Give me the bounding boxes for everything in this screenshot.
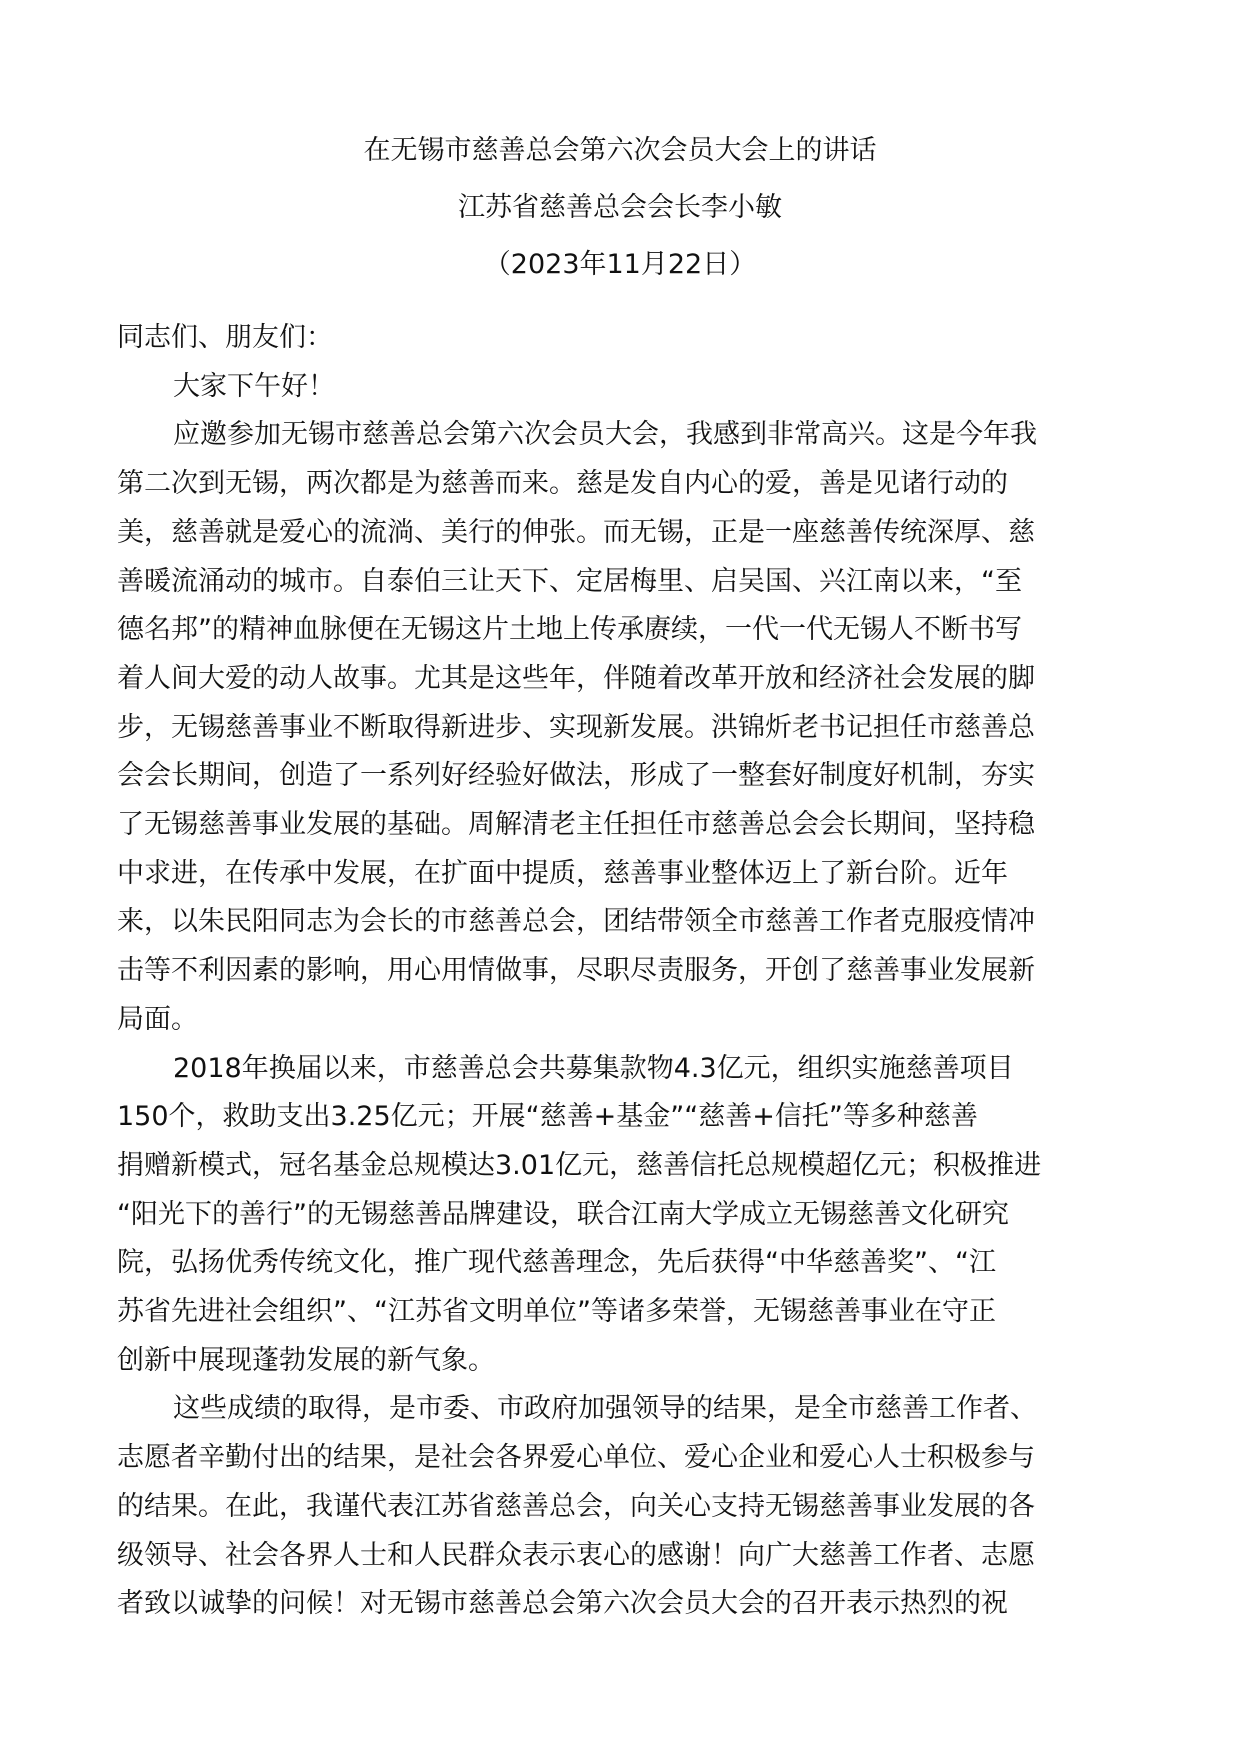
paragraph-line: 局面。 [117,1003,198,1035]
paragraph-line: 中求进，在传承中发展，在扩面中提质，慈善事业整体迈上了新台阶。近年 [117,857,1008,889]
date-line: （2023年11月22日） [483,249,757,280]
paragraph-line: 会会长期间，创造了一系列好经验好做法，形成了一整套好制度好机制，夯实 [117,760,1035,792]
paragraph-line: 步，无锡慈善事业不断取得新进步、实现新发展。洪锦炘老书记担任市慈善总 [117,711,1035,743]
paragraph-line: “阳光下的善行”的无锡慈善品牌建设，联合江南大学成立无锡慈善文化研究 [117,1198,1009,1230]
paragraph-line: 这些成绩的取得，是市委、市政府加强领导的结果，是全市慈善工作者、 [173,1393,1037,1425]
paragraph-line: 着人间大爱的动人故事。尤其是这些年，伴随着改革开放和经济社会发展的脚 [117,662,1035,694]
paragraph-line: 来，以朱民阳同志为会长的市慈善总会，团结带领全市慈善工作者克服疫情冲 [117,906,1035,938]
speaker-line: 江苏省慈善总会会长李小敏 [458,192,782,223]
paragraph-line: 2018年换届以来，市慈善总会共募集款物4.3亿元，组织实施慈善项目 [173,1052,1014,1084]
paragraph-line: 美，慈善就是爱心的流淌、美行的伸张。而无锡，正是一座慈善传统深厚、慈 [117,516,1035,548]
paragraph-line: 捐赠新模式，冠名基金总规模达3.01亿元，慈善信托总规模超亿元；积极推进 [117,1149,1042,1181]
title-block [0,122,1240,293]
salutation: 同志们、朋友们： [117,322,333,353]
greeting: 大家下午好！ [173,370,335,402]
paragraph-line: 150个，救助支出3.25亿元；开展“慈善+基金”“慈善+信托”等多种慈善 [117,1101,978,1133]
paragraph-line: 创新中展现蓬勃发展的新气象。 [117,1344,495,1376]
paragraph-line: 德名邦”的精神血脉便在无锡这片土地上传承赓续，一代一代无锡人不断书写 [117,614,1022,646]
paragraph-line: 的结果。在此，我谨代表江苏省慈善总会，向关心支持无锡慈善事业发展的各 [117,1490,1035,1522]
paragraph-line: 了无锡慈善事业发展的基础。周解清老主任担任市慈善总会会长期间，坚持稳 [117,809,1035,841]
paragraph-line: 院，弘扬优秀传统文化，推广现代慈善理念，先后获得“中华慈善奖”、“江 [117,1247,996,1279]
paragraphs-container [117,411,1127,1629]
body-paragraph [117,1045,1127,1386]
paragraph-line: 者致以诚挚的问候！对无锡市慈善总会第六次会员大会的召开表示热烈的祝 [117,1588,1008,1620]
speech-title: 在无锡市慈善总会第六次会员大会上的讲话 [363,135,877,166]
speech-body [117,314,1127,1629]
paragraph-line: 志愿者辛勤付出的结果，是社会各界爱心单位、爱心企业和爱心人士积极参与 [117,1442,1035,1474]
paragraph-line: 应邀参加无锡市慈善总会第六次会员大会，我感到非常高兴。这是今年我 [173,419,1037,451]
body-paragraph [117,1385,1127,1629]
paragraph-line: 善暖流涌动的城市。自泰伯三让天下、定居梅里、启吴国、兴江南以来，“至 [117,565,1022,597]
paragraph-line: 第二次到无锡，两次都是为慈善而来。慈是发自内心的爱，善是见诸行动的 [117,468,1008,500]
paragraph-line: 苏省先进社会组织”、“江苏省文明单位”等诸多荣誉，无锡慈善事业在守正 [117,1296,996,1328]
paragraph-line: 击等不利因素的影响，用心用情做事，尽职尽责服务，开创了慈善事业发展新 [117,955,1035,987]
body-paragraph [117,411,1127,1044]
paragraph-line: 级领导、社会各界人士和人民群众表示衷心的感谢！向广大慈善工作者、志愿 [117,1539,1035,1571]
